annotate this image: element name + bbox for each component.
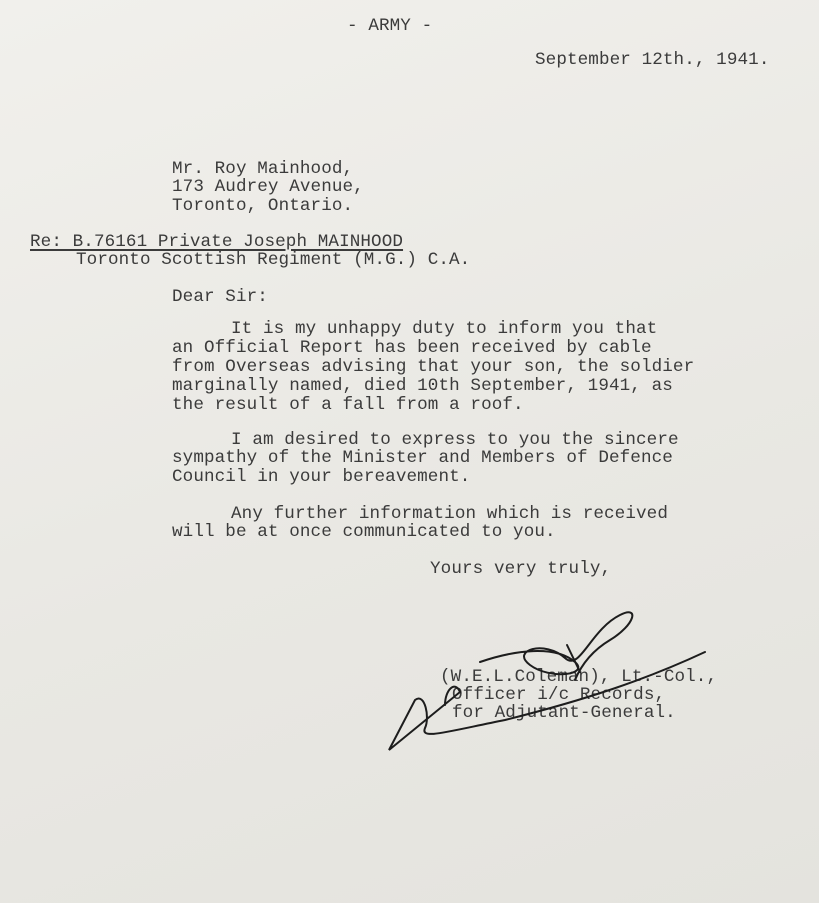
text-line: sympathy of the Minister and Members of Defence <box>172 448 673 468</box>
text-line: I am desired to express to you the sincere <box>231 430 679 450</box>
address-line: 173 Audrey Avenue, <box>172 177 364 197</box>
signatory-name: (W.E.L.Coleman), Lt.-Col., <box>440 667 718 687</box>
text-line: It is my unhappy duty to inform you that <box>231 319 658 339</box>
closing: Yours very truly, <box>430 559 612 579</box>
address-line: Toronto, Ontario. <box>172 196 354 216</box>
signatory-role: for Adjutant-General. <box>452 703 676 723</box>
text-line: an Official Report has been received by cable <box>172 338 652 358</box>
text-line: the result of a fall from a roof. <box>172 395 524 415</box>
text-line: from Overseas advising that your son, the soldier <box>172 357 695 377</box>
subject-unit: Toronto Scottish Regiment (M.G.) C.A. <box>76 250 471 270</box>
subject-line: Re: B.76161 Private Joseph MAINHOOD <box>30 232 404 252</box>
text-line: will be at once communicated to you. <box>172 522 556 542</box>
handwritten-signature <box>385 600 725 760</box>
text-line: Any further information which is received <box>231 504 668 524</box>
signatory-title: Officer i/c Records, <box>452 685 666 705</box>
text-line: Council in your bereavement. <box>172 467 471 487</box>
letterhead-army: - ARMY - <box>347 16 433 36</box>
address-line: Mr. Roy Mainhood, <box>172 159 354 179</box>
letter-date: September 12th., 1941. <box>535 50 770 70</box>
salutation: Dear Sir: <box>172 287 268 307</box>
text-line: marginally named, died 10th September, 1941, as <box>172 376 673 396</box>
